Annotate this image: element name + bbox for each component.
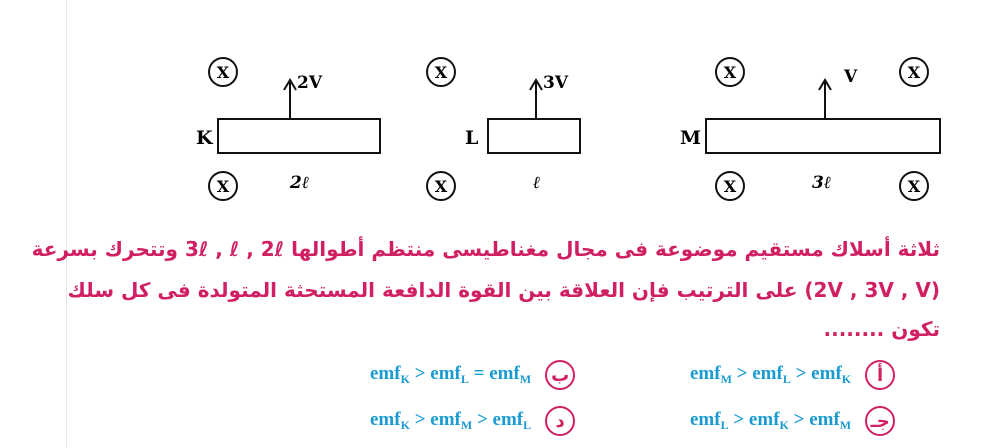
- wire-k-rod: [218, 119, 380, 153]
- wire-m-length: 3ℓ: [812, 173, 832, 193]
- wire-k-length: 2ℓ: [290, 173, 310, 193]
- choice-c[interactable]: [690, 406, 895, 436]
- field-marker-1: [209, 58, 237, 86]
- question-line-2: (2V , 3V , V) على الترتيب فإن العلاقة بين القوة الدافعة المستحثة المتولدة فى كل سلك: [67, 278, 940, 302]
- wire-k: [196, 73, 380, 193]
- wire-m-velocity: V: [844, 67, 858, 87]
- choice-c-badge: جـ: [865, 406, 895, 436]
- wire-l-rod: [488, 119, 580, 153]
- wire-l: [465, 73, 580, 193]
- svg-text:X: X: [723, 63, 737, 82]
- field-marker-7: [716, 172, 744, 200]
- svg-text:X: X: [434, 63, 448, 82]
- choice-c-expression: emf$_L$ > emf$_K$ > emf$_M$: [690, 409, 852, 432]
- choice-a-expression: emf$_M$ > emf$_L$ > emf$_K$: [690, 363, 852, 386]
- wire-m-label: M: [680, 127, 702, 149]
- field-marker-5: [716, 58, 744, 86]
- svg-text:X: X: [434, 177, 448, 196]
- field-marker-4: [427, 172, 455, 200]
- question-line-1: ثلاثة أسلاك مستقيم موضوعة فى مجال مغناطيسى منتظم أطوالها 3ℓ , ℓ , 2ℓ وتتحرك بسرعة: [31, 237, 940, 261]
- svg-text:X: X: [907, 177, 921, 196]
- field-marker-6: [900, 58, 928, 86]
- wire-l-velocity: 3V: [543, 73, 569, 93]
- choice-b-badge: ب: [545, 360, 575, 390]
- choice-b-expression: emf$_K$ > emf$_L$ = emf$_M$: [370, 363, 532, 386]
- wire-l-length: ℓ: [533, 173, 541, 193]
- choice-d-badge: د: [545, 406, 575, 436]
- choice-d-expression: emf$_K$ > emf$_M$ > emf$_L$: [370, 409, 532, 432]
- wire-k-velocity: 2V: [297, 73, 323, 93]
- svg-text:X: X: [216, 177, 230, 196]
- wire-m: [680, 67, 940, 193]
- choice-a-badge: أ: [865, 360, 895, 390]
- choice-b[interactable]: [370, 360, 575, 390]
- question-line-3: تكون ........: [823, 317, 940, 341]
- wire-m-rod: [706, 119, 940, 153]
- wires-diagram: [0, 0, 984, 220]
- choice-d[interactable]: [370, 406, 575, 436]
- wire-l-label: L: [465, 127, 479, 149]
- field-marker-3: [427, 58, 455, 86]
- choice-a[interactable]: [690, 360, 895, 390]
- svg-text:X: X: [723, 177, 737, 196]
- wire-k-label: K: [196, 127, 213, 149]
- svg-text:X: X: [907, 63, 921, 82]
- field-marker-2: [209, 172, 237, 200]
- svg-text:X: X: [216, 63, 230, 82]
- field-marker-8: [900, 172, 928, 200]
